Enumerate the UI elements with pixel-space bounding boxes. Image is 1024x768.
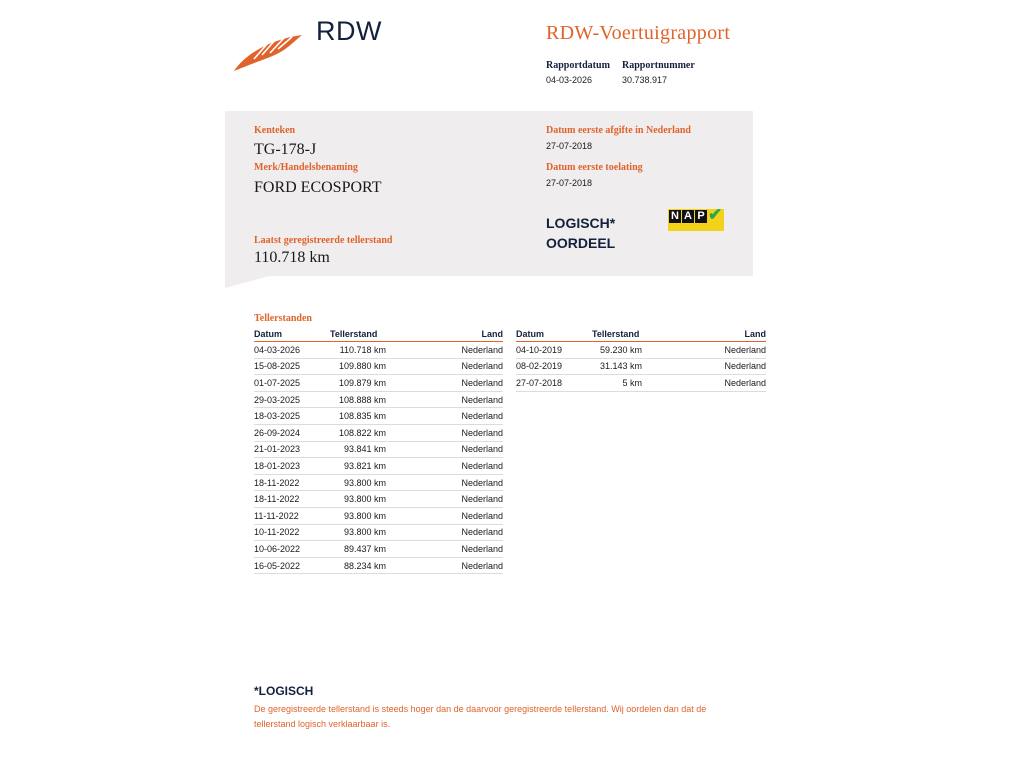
footnote-title: *LOGISCH (254, 684, 314, 698)
merk-label: Merk/Handelsbenaming (254, 162, 358, 173)
cell-land: Nederland (386, 408, 503, 425)
cell-land: Nederland (386, 507, 503, 524)
table-row (254, 507, 503, 524)
cell-land: Nederland (386, 541, 503, 558)
afgifte-value: 27-07-2018 (546, 141, 593, 151)
table-row (254, 424, 503, 441)
cell-tellerstand: 89.437 km (330, 541, 386, 558)
cell-tellerstand: 109.879 km (330, 375, 386, 392)
col-datum: Datum (516, 328, 592, 342)
kenteken-label: Kenteken (254, 125, 296, 136)
cell-tellerstand: 110.718 km (330, 342, 386, 359)
cell-datum: 16-05-2022 (254, 557, 330, 574)
cell-tellerstand: 93.800 km (330, 524, 386, 541)
tellerstanden-table-left (254, 328, 503, 574)
col-land: Land (386, 328, 503, 342)
col-tellerstand: Tellerstand (330, 328, 386, 342)
nap-check-icon: ✔ (708, 205, 723, 224)
cell-datum: 26-09-2024 (254, 424, 330, 441)
verdict-line1: LOGISCH* (546, 215, 616, 231)
nap-letter-n: N (669, 210, 681, 223)
table-row (254, 524, 503, 541)
nap-logo-icon (668, 205, 724, 231)
tellerstanden-table-right (516, 328, 766, 392)
col-land: Land (642, 328, 766, 342)
cell-datum: 04-03-2026 (254, 342, 330, 359)
cell-tellerstand: 93.800 km (330, 491, 386, 508)
cell-tellerstand: 59.230 km (592, 342, 642, 359)
cell-tellerstand: 108.888 km (330, 391, 386, 408)
cell-tellerstand: 93.800 km (330, 507, 386, 524)
col-tellerstand: Tellerstand (592, 328, 642, 342)
cell-land: Nederland (386, 342, 503, 359)
tellerstanden-title: Tellerstanden (254, 313, 312, 324)
cell-land: Nederland (386, 375, 503, 392)
kenteken-value: TG-178-J (254, 141, 317, 158)
cell-land: Nederland (386, 441, 503, 458)
table-row (254, 458, 503, 475)
cell-datum: 08-02-2019 (516, 358, 592, 375)
nap-letter-a: A (682, 210, 694, 223)
cell-datum: 18-03-2025 (254, 408, 330, 425)
cell-datum: 15-08-2025 (254, 358, 330, 375)
cell-land: Nederland (386, 474, 503, 491)
cell-datum: 11-11-2022 (254, 507, 330, 524)
rdw-logo-icon (232, 33, 304, 73)
table-row (254, 491, 503, 508)
table-row (254, 375, 503, 392)
table-row (516, 358, 766, 375)
cell-land: Nederland (386, 557, 503, 574)
cell-land: Nederland (642, 375, 766, 392)
card-notch (225, 275, 273, 288)
cell-land: Nederland (386, 524, 503, 541)
rapportdatum-label: Rapportdatum (546, 60, 610, 71)
nap-letter-p: P (695, 210, 707, 223)
table-row (254, 474, 503, 491)
cell-datum: 01-07-2025 (254, 375, 330, 392)
table-row (254, 541, 503, 558)
cell-datum: 10-06-2022 (254, 541, 330, 558)
cell-land: Nederland (386, 358, 503, 375)
table-row (254, 358, 503, 375)
table-row (254, 441, 503, 458)
toelating-value: 27-07-2018 (546, 178, 593, 188)
cell-datum: 29-03-2025 (254, 391, 330, 408)
table-row (254, 391, 503, 408)
verdict-line2: OORDEEL (546, 235, 616, 251)
cell-land: Nederland (386, 424, 503, 441)
brand-name: RDW (316, 16, 382, 46)
cell-datum: 10-11-2022 (254, 524, 330, 541)
cell-datum: 27-07-2018 (516, 375, 592, 392)
cell-datum: 21-01-2023 (254, 441, 330, 458)
tellerstand-value: 110.718 km (254, 249, 330, 266)
cell-tellerstand: 93.841 km (330, 441, 386, 458)
table-row (516, 342, 766, 359)
col-datum: Datum (254, 328, 330, 342)
rapportnummer-value: 30.738.917 (622, 75, 668, 85)
cell-tellerstand: 93.800 km (330, 474, 386, 491)
cell-tellerstand: 108.835 km (330, 408, 386, 425)
tellerstand-label: Laatst geregistreerde tellerstand (254, 235, 393, 246)
cell-datum: 18-11-2022 (254, 474, 330, 491)
cell-tellerstand: 5 km (592, 375, 642, 392)
cell-tellerstand: 88.234 km (330, 557, 386, 574)
cell-tellerstand: 93.821 km (330, 458, 386, 475)
table-row (516, 375, 766, 392)
report-title: RDW-Voertuigrapport (546, 22, 731, 44)
cell-land: Nederland (386, 491, 503, 508)
afgifte-label: Datum eerste afgifte in Nederland (546, 125, 691, 136)
footnote-text: De geregistreerde tellerstand is steeds hoger dan de daarvoor geregistreerde tellerstand. Wij oordelen dan dat de tellerstand logisch verklaarbaar is. (254, 704, 707, 729)
merk-value: FORD ECOSPORT (254, 179, 382, 196)
cell-tellerstand: 31.143 km (592, 358, 642, 375)
cell-land: Nederland (642, 358, 766, 375)
cell-tellerstand: 108.822 km (330, 424, 386, 441)
cell-land: Nederland (386, 391, 503, 408)
cell-datum: 04-10-2019 (516, 342, 592, 359)
cell-land: Nederland (386, 458, 503, 475)
toelating-label: Datum eerste toelating (546, 162, 643, 173)
table-row (254, 408, 503, 425)
cell-datum: 18-11-2022 (254, 491, 330, 508)
table-row (254, 342, 503, 359)
cell-tellerstand: 109.880 km (330, 358, 386, 375)
verdict (546, 213, 615, 253)
rapportdatum-value: 04-03-2026 (546, 75, 593, 85)
cell-land: Nederland (642, 342, 766, 359)
rapportnummer-label: Rapportnummer (622, 60, 695, 71)
table-row (254, 557, 503, 574)
cell-datum: 18-01-2023 (254, 458, 330, 475)
